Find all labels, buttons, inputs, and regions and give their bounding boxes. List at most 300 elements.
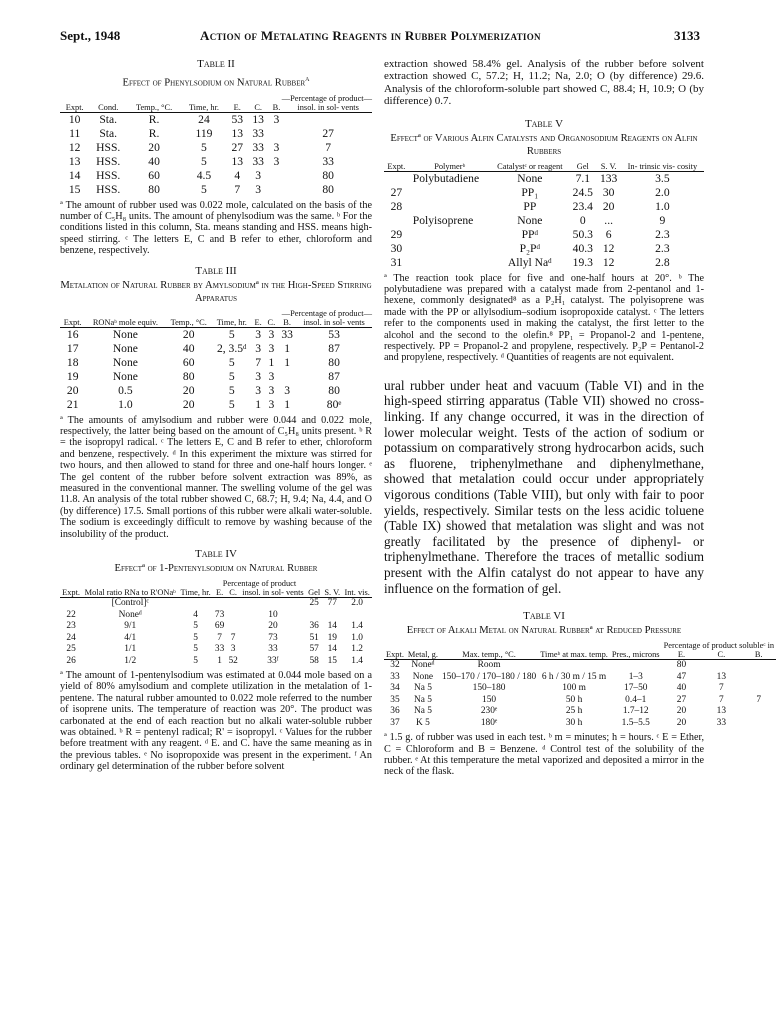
table-header-cell: B.: [754, 650, 763, 660]
table-row: [60, 127, 372, 141]
table-cell: None: [112, 327, 138, 341]
table-cell: 2.3: [655, 241, 670, 255]
table-cell: 1/2: [124, 655, 137, 666]
table-cell: 4: [234, 168, 241, 182]
table-cell: [610, 660, 662, 672]
table-cell: 7: [234, 182, 241, 196]
table-header-cell: C.: [254, 102, 263, 112]
table-cell: 1.5–5.5: [621, 717, 650, 728]
table-cell: 69: [214, 621, 225, 632]
table-cell: 3: [268, 383, 275, 397]
table-cell: 23.4: [572, 199, 593, 213]
table-cell: 34: [390, 683, 400, 694]
table-cell: 33ᶠ: [267, 655, 279, 666]
table-cell: [213, 598, 227, 610]
table-cell: ...: [604, 213, 613, 227]
table-cell: 3: [273, 140, 280, 154]
table-header-cell: Time, hr.: [180, 588, 211, 598]
right-column: [384, 58, 775, 778]
table-row: [60, 610, 372, 622]
table-cell: 36: [309, 621, 319, 632]
table-cell: 3: [255, 182, 262, 196]
table-cell: 80: [328, 355, 340, 369]
table-cell: 14: [327, 644, 337, 655]
table-header-cell: Max. temp., °C.: [462, 650, 516, 660]
table-header-cell: insol. in sol- vents: [303, 317, 365, 327]
table-cell: 80: [182, 369, 195, 383]
table-cell: 13: [231, 126, 244, 140]
table-cell: None: [112, 369, 138, 383]
table-cell: 29: [390, 227, 403, 241]
table5: [384, 162, 704, 270]
table-cell: 18: [66, 355, 79, 369]
left-column: [60, 58, 372, 773]
table-row: [60, 183, 372, 197]
table-header-cell: Expt.: [386, 650, 404, 660]
table-row: [384, 256, 704, 270]
table-cell: 13: [252, 112, 264, 126]
table-cell: 30: [602, 185, 615, 199]
table-cell: 5: [228, 397, 235, 411]
table-cell: 1: [284, 355, 291, 369]
table-cell: 27: [390, 185, 403, 199]
table-cell: 1.2: [351, 644, 363, 655]
table-cell: 150–180: [472, 683, 506, 694]
table-cell: 12: [602, 241, 615, 255]
table-cell: 30 h: [565, 717, 583, 728]
table-cell: PP₁: [521, 185, 539, 199]
table-row: [384, 672, 776, 684]
table-cell: 13: [68, 154, 81, 168]
table-cell: 16: [66, 327, 79, 341]
table-cell: [741, 706, 776, 718]
table3-span-header: —Percentage of product—: [281, 308, 372, 318]
table-row: [60, 644, 372, 656]
table-cell: P₂Pᵈ: [519, 241, 541, 255]
table-cell: 20: [182, 397, 195, 411]
table3: [60, 309, 372, 412]
table-cell: 40: [676, 683, 687, 694]
table-header-cell: E.: [233, 102, 241, 112]
table-cell: 3: [255, 369, 261, 383]
table-cell: 20: [182, 383, 195, 397]
table-cell: None: [412, 671, 434, 682]
table-cell: Allyl Naᵈ: [507, 255, 552, 269]
table-cell: 28: [390, 199, 403, 213]
table-row: [384, 200, 704, 214]
table3-footnote: ª The amounts of amylsodium and rubber were 0.044 and 0.022 mole, respectively, the latter being based on the amount of C₅H₈ units present. ᵇ R = the isopropyl radical. ᶜ The letters E, C and B refer to ether, chloroform and benzene, respectively. ᵈ In this experiment the mixture was stirred for two hours, and then allowed to stand for three and one-half hours longer. ᵉ The gel content of the rubber before solvent extraction was 89%, as measured in the conventional manner. The swelling volume of the gel was 11.8. An analysis of the total rubber showed C, 68.7; H, 9.4; Na, 4.4, and O (by difference) 17.5. Small portions of this rubber were alkali water-soluble. The sodium is exceedingly difficult to remove by washing because of the insolubility of the product.: [60, 414, 372, 540]
table-cell: 21: [66, 397, 79, 411]
table-cell: [701, 660, 741, 672]
table-cell: 0.4–1: [625, 694, 647, 705]
table-cell: 12: [68, 140, 81, 154]
table-row: [60, 141, 372, 155]
table-cell: 2.0: [655, 185, 670, 199]
table-header-cell: S. V.: [324, 588, 341, 598]
table6-caption: Effect of Alkali Metal on Natural Rubberª at Reduced Pressure: [406, 625, 682, 637]
table-cell: 2.0: [351, 598, 363, 609]
table-header-cell: E.: [216, 588, 224, 598]
table-cell: 9: [659, 213, 666, 227]
header-date: Sept., 1948: [60, 28, 121, 43]
table-header-cell: In- trinsic vis- cosity: [627, 161, 698, 171]
table-cell: 5: [193, 644, 198, 655]
table-cell: 80: [676, 660, 687, 671]
table-cell: 1/1: [124, 644, 137, 655]
table-cell: 27: [322, 126, 334, 140]
table-cell: 7: [255, 355, 261, 369]
table-header-cell: Cond.: [98, 102, 119, 112]
table-cell: 36: [390, 706, 400, 717]
table-header-cell: Catalystᶜ or reagent: [497, 161, 563, 171]
table-cell: None: [517, 213, 543, 227]
table-cell: 10: [268, 609, 278, 620]
table-cell: [409, 256, 491, 270]
table-cell: None: [112, 341, 138, 355]
table-cell: 7: [230, 632, 236, 643]
table-cell: 33: [390, 671, 400, 682]
table-cell: 1: [255, 397, 261, 411]
table-cell: 25: [309, 598, 319, 609]
table-cell: 53: [231, 112, 244, 126]
table-cell: 2.3: [655, 227, 670, 241]
table-cell: 33: [252, 140, 264, 154]
table-cell: 119: [195, 126, 213, 140]
table-cell: PP: [523, 199, 537, 213]
table-cell: [384, 171, 409, 186]
table-header-cell: Metal, g.: [407, 650, 438, 660]
table-row: [60, 621, 372, 633]
table-cell: 33: [281, 327, 293, 341]
table-cell: [240, 598, 306, 610]
table2-label: Table II: [197, 58, 235, 70]
table-cell: 3.5: [655, 171, 670, 185]
table-cell: 1: [217, 655, 222, 666]
table-cell: 3: [268, 341, 275, 355]
table-cell: 57: [309, 644, 319, 655]
table-cell: HSS.: [96, 140, 121, 154]
table-cell: 20: [602, 199, 615, 213]
table-cell: None: [517, 171, 543, 185]
table-cell: 100 m: [562, 683, 586, 694]
table-cell: 51: [309, 632, 319, 643]
table-cell: [306, 610, 322, 622]
table-cell: 50 h: [565, 694, 583, 705]
table-cell: Na 5: [413, 683, 432, 694]
table-row: [60, 342, 372, 356]
table-cell: 11: [69, 126, 81, 140]
table-cell: [226, 610, 240, 622]
table-row: [60, 384, 372, 398]
table-cell: 1–3: [628, 671, 643, 682]
table-row: [60, 155, 372, 169]
table-cell: 20: [66, 383, 79, 397]
table-cell: 7: [718, 694, 724, 705]
table-cell: K 5: [416, 717, 430, 728]
table-cell: 24.5: [572, 185, 593, 199]
table-cell: 19.3: [572, 255, 593, 269]
table4-footnote: ª The amount of 1-pentenylsodium was estimated at 0.044 mole based on a yield of 80% amylsodium and complete utilization in the metalation of 1-pentene. The natural rubber amounted to 0.022 mole referred to the number of isoprene units. The temperature of reaction was 20°. The product was carbonated at the end of each reaction but no alkali water-soluble rubber was obtained. ᵇ R = pentenyl radical; R' = isopropyl. ᶜ Values for the rubber before treatment with any reagent. ᵈ E. and C. have the same meaning as in the previous tables. ᵉ No isopropoxide was present in the experiment. ᶠ An ordinary gel determination of the rubber before solvent: [60, 670, 372, 773]
table-cell: 80: [322, 168, 334, 182]
table-cell: [409, 228, 491, 242]
table-header-cell: Timeᵇ at max. temp.: [540, 650, 608, 660]
table-cell: 40.3: [572, 241, 593, 255]
table-cell: Noneᵈ: [411, 660, 435, 671]
table-header-cell: Time, hr.: [188, 102, 220, 112]
table-cell: [322, 610, 342, 622]
table-row: [60, 327, 372, 342]
table-cell: 1.0: [351, 632, 363, 643]
table-cell: 40: [148, 154, 160, 168]
table-cell: 27: [231, 140, 244, 154]
table-header-cell: C.: [229, 588, 237, 598]
table-cell: 5: [228, 355, 235, 369]
table-cell: [226, 598, 240, 610]
table-cell: 133: [599, 171, 618, 185]
table-cell: 15: [68, 182, 81, 196]
table-cell: 3: [273, 112, 280, 126]
table-cell: 73: [214, 609, 225, 620]
table-cell: 230ᵉ: [480, 706, 498, 717]
table-cell: 3: [255, 341, 261, 355]
table-header-cell: Pres., microns: [611, 650, 660, 660]
table-cell: 17–50: [624, 683, 648, 694]
table-row: [60, 112, 372, 127]
table-cell: 33: [716, 717, 727, 728]
header-page-number: 3133: [674, 28, 700, 43]
table-cell: 19: [327, 632, 337, 643]
table-cell: 1.0: [655, 199, 670, 213]
table-cell: PPᵈ: [521, 227, 539, 241]
table-cell: HSS.: [96, 182, 121, 196]
table-cell: 2, 3.5ᵈ: [216, 341, 247, 355]
table-cell: 31: [390, 255, 403, 269]
table-header-cell: Temp., °C.: [135, 102, 173, 112]
table-cell: HSS.: [96, 168, 121, 182]
table-cell: [342, 610, 372, 622]
table-cell: 15: [327, 655, 337, 666]
table-cell: 87: [328, 369, 340, 383]
table-row: [60, 633, 372, 645]
table-cell: 40: [182, 341, 195, 355]
table-header-cell: Gel: [576, 161, 589, 171]
table-cell: [178, 598, 213, 610]
table-header-cell: RONaᵇ mole equiv.: [92, 317, 158, 327]
table6-span-header: Percentage of product solubleᶜ in: [663, 641, 775, 651]
table-header-cell: E.: [254, 317, 262, 327]
table4-span-header: Percentage of product: [222, 579, 297, 589]
table-cell: 52: [228, 655, 238, 666]
table-header-cell: Gel: [308, 588, 321, 598]
table-cell: [384, 214, 409, 228]
table-cell: 2.8: [655, 255, 670, 269]
table-cell: 25: [66, 644, 76, 655]
table-cell: 3: [268, 397, 275, 411]
table2-footnote: ª The amount of rubber used was 0.022 mole, calculated on the basis of the number of C₅H₈ units. The amount of phenylsodium was the same. ᵇ For the conditions listed in this column, Sta. means standing and HSS. means high-speed stirring. ᶜ The letters E, C and B refer to ether, chloroform and benzene, respectively.: [60, 199, 372, 257]
table-cell: 7: [325, 140, 332, 154]
table-cell: [269, 183, 285, 197]
table-cell: 30: [390, 241, 403, 255]
table-row: [60, 169, 372, 183]
table-cell: 33: [252, 154, 264, 168]
table-cell: 13: [716, 671, 727, 682]
table5-caption: Effectª of Various Alfin Catalysts and Organosodium Reagents on Alfin Rubbers: [390, 132, 698, 157]
table-cell: 5: [193, 655, 198, 666]
table-cell: 14: [68, 168, 81, 182]
table-header-cell: insol. in sol- vents: [297, 102, 359, 112]
table-cell: 23: [66, 621, 76, 632]
table-cell: Na 5: [413, 694, 432, 705]
table-header-cell: Expt.: [387, 161, 406, 171]
table-cell: Sta.: [99, 126, 118, 140]
table-cell: [741, 660, 776, 672]
table-cell: 3: [273, 154, 280, 168]
table-cell: 150: [482, 694, 497, 705]
table-cell: 27: [676, 694, 687, 705]
table-cell: [226, 621, 240, 633]
table6-label: Table VI: [523, 610, 565, 623]
table-cell: [269, 127, 285, 141]
table-cell: 10: [68, 112, 81, 126]
table-row: [384, 242, 704, 256]
table-cell: 80: [148, 182, 160, 196]
table-cell: 3: [255, 327, 261, 341]
table-cell: 60: [148, 168, 160, 182]
table-cell: 1.7–12: [622, 706, 649, 717]
table-cell: [741, 683, 776, 695]
table-cell: 20: [148, 140, 160, 154]
table-cell: [284, 112, 372, 127]
table-cell: 9/1: [124, 621, 137, 632]
right-intro-paragraph: extraction showed 58.4% gel. Analysis of the rubber before solvent extraction showed C, 57.2; H, 11.2; Na, 2.0; O (by difference) 29.6. Analysis of the chloroform-soluble part showed C, 88.4; H, 10.9; O (by difference) 0.7.: [384, 58, 704, 108]
table-cell: 24: [198, 112, 210, 126]
body-paragraph: ural rubber under heat and vacuum (Table VI) and in the high-speed stirring apparatus (Table VII) showed no cross-linking. If any change occurred, it was in the direction of lower molecular weight. Tests of the action of sodium or potassium on comparatively strong hydrocarbon acids, such as fluorene, triphenylmethane and diphenylmethane, showed that metalation could occur under appropriately vigorous conditions (Table VIII), but only with fair to poor yields, respectively. Similar tests on the less acidic toluene (Table IX) showed that metalation was slight and was not greatly facilitated by the presence of diphenyl- or triphenylmethane. Therefore the traces of metallic sodium present with the Alfin catalyst do not appear to have any influence on the formation of gel.: [384, 377, 704, 596]
table-row: [384, 695, 776, 707]
table-cell: 60: [182, 355, 195, 369]
table-cell: Room: [477, 660, 501, 671]
table-cell: 26: [66, 655, 76, 666]
table-cell: 73: [268, 632, 278, 643]
table-row: [384, 718, 776, 730]
table-header-cell: Temp., °C.: [170, 317, 207, 327]
table-cell: 25 h: [565, 706, 583, 717]
table-row: [384, 660, 776, 672]
table-cell: 7: [217, 632, 222, 643]
table-cell: 4.5: [196, 168, 212, 182]
table-row: [384, 214, 704, 228]
table-cell: 80ᵉ: [326, 397, 342, 411]
table-cell: 47: [676, 671, 687, 682]
table4: [60, 579, 372, 667]
table-header-cell: B.: [283, 317, 291, 327]
table-cell: 0: [579, 213, 586, 227]
table-cell: Noneᵈ: [118, 609, 142, 620]
table-cell: 1.0: [118, 397, 133, 411]
table-cell: 5: [193, 632, 198, 643]
running-header: [60, 28, 700, 46]
table-cell: 3: [284, 383, 291, 397]
table-cell: 1.4: [351, 655, 363, 666]
table-cell: 33: [252, 126, 264, 140]
table-cell: [278, 370, 296, 384]
table-cell: 50.3: [572, 227, 593, 241]
table-header-cell: Polymerᵇ: [434, 161, 466, 171]
table-cell: 0.5: [118, 383, 133, 397]
table-cell: 20: [268, 621, 278, 632]
table-header-cell: Molal ratio RNa to R'ONaᵇ: [84, 588, 176, 598]
table-cell: 5: [201, 140, 207, 154]
table-header-cell: Expt.: [65, 102, 84, 112]
table-row: [384, 683, 776, 695]
table-cell: 5: [228, 327, 235, 341]
table-cell: 22: [66, 609, 76, 620]
table5-label: Table V: [524, 117, 564, 130]
table-cell: 3: [255, 168, 262, 182]
table-cell: 80: [322, 182, 334, 196]
table-cell: Polyisoprene: [412, 213, 474, 227]
table-cell: 33: [322, 154, 334, 168]
table6-footnote: ª 1.5 g. of rubber was used in each test. ᵇ m = minutes; h = hours. ᶜ E = Ether, C = Chloroform and B = Benzene. ᵈ Control test of the solubility of the rubber. ᵉ At this temperature the metal vaporized and deposited a mirror in the neck of the flask.: [384, 732, 704, 778]
table-cell: 7: [756, 694, 762, 705]
table-cell: 32: [390, 660, 400, 671]
table-cell: 5: [193, 621, 198, 632]
table-row-control: [60, 598, 372, 610]
table-cell: 24: [66, 632, 76, 643]
table-cell: Na 5: [413, 706, 432, 717]
table-cell: 87: [328, 341, 340, 355]
table-cell: [741, 718, 776, 730]
table-cell: [409, 200, 491, 214]
table-cell: 5: [228, 369, 235, 383]
table-row: [60, 398, 372, 412]
table-header-cell: C.: [267, 317, 276, 327]
table3-label: Table III: [195, 264, 237, 277]
table6: [384, 641, 776, 729]
table-cell: 7.1: [575, 171, 591, 185]
table-cell: 3: [268, 369, 275, 383]
table-cell: 37: [390, 717, 400, 728]
table-row: [60, 356, 372, 370]
table-cell: [Control]ᶜ: [111, 598, 149, 609]
table-header-cell: insol. in sol- vents: [242, 588, 304, 598]
table-cell: 3: [255, 383, 261, 397]
table-cell: None: [112, 355, 138, 369]
table-cell: 20: [676, 717, 687, 728]
table-cell: 17: [66, 341, 79, 355]
table-cell: [269, 169, 285, 183]
table-cell: 180ᵉ: [480, 717, 498, 728]
table-cell: 6 h / 30 m / 15 m: [541, 671, 607, 682]
table-cell: [538, 660, 610, 672]
table-cell: 12: [602, 255, 615, 269]
table-cell: R.: [148, 112, 160, 126]
table-cell: 33: [268, 644, 278, 655]
table-cell: 53: [328, 327, 340, 341]
table-cell: 20: [182, 327, 195, 341]
table-cell: 6: [605, 227, 612, 241]
table-row: [60, 370, 372, 384]
table-cell: 4/1: [124, 632, 137, 643]
table-row: [60, 656, 372, 668]
table-header-cell: Expt.: [62, 588, 81, 598]
table-cell: 1.4: [351, 621, 363, 632]
table-cell: 3: [230, 644, 236, 655]
table4-caption: Effectª of 1-Pentenylsodium on Natural Rubber: [114, 563, 318, 575]
table-cell: 33: [214, 644, 225, 655]
table-cell: [409, 242, 491, 256]
table-cell: [741, 672, 776, 684]
table-header-cell: E.: [677, 650, 686, 660]
